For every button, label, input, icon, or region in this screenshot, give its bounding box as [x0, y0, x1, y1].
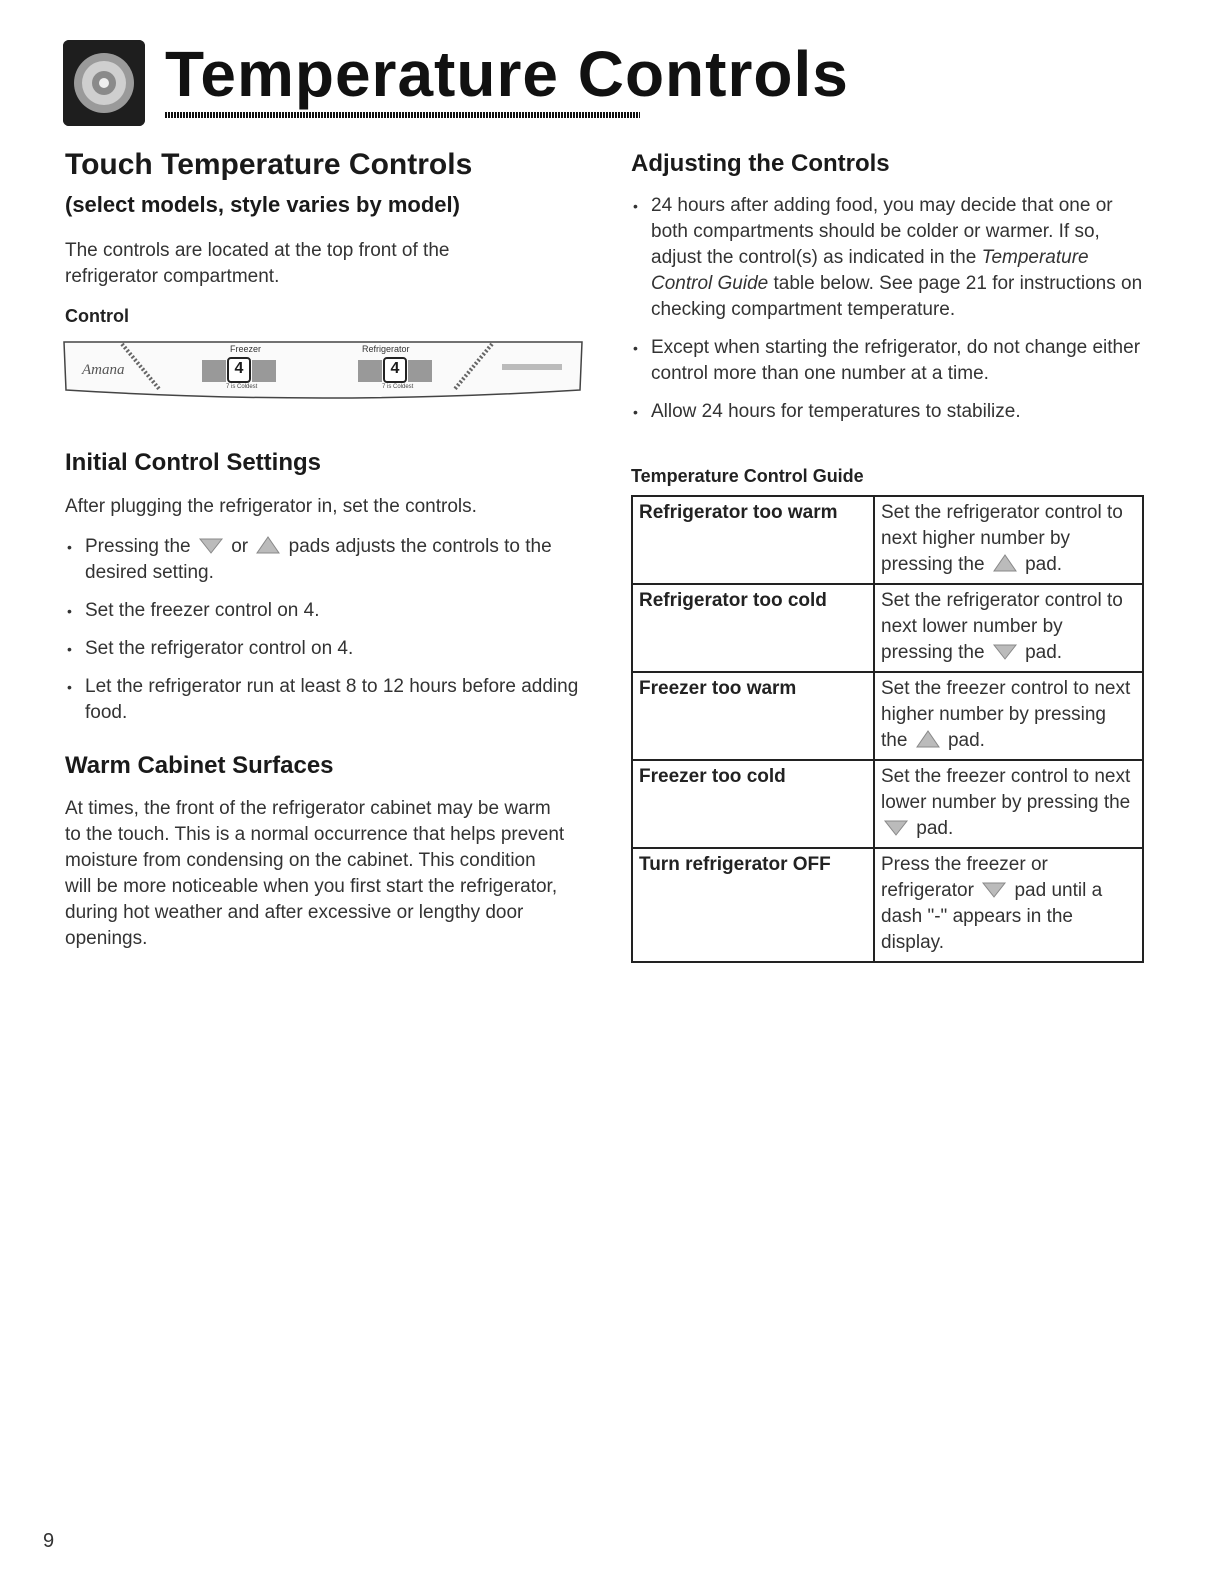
- warmer-pad-icon: [255, 535, 281, 555]
- warm-cabinet-heading: Warm Cabinet Surfaces: [65, 752, 334, 779]
- table-row: [632, 584, 1143, 672]
- condition-cell: Refrigerator too cold: [632, 584, 874, 672]
- condition-cell: Turn refrigerator OFF: [632, 848, 874, 962]
- touch-controls-heading: Touch Temperature Controls: [65, 148, 473, 181]
- control-panel-illustration: [62, 340, 584, 408]
- initial-settings-heading: Initial Control Settings: [65, 449, 321, 476]
- table-row: [632, 848, 1143, 962]
- brand-logo: Amana: [82, 362, 125, 378]
- warmer-pad-icon: [915, 729, 941, 749]
- table-row: [632, 672, 1143, 760]
- section-header-icon: [63, 40, 145, 126]
- action-cell: Set the refrigerator control to next lower number by pressing the pad.: [874, 584, 1143, 672]
- action-cell: Set the freezer control to next higher number by pressing the pad.: [874, 672, 1143, 760]
- colder-pad-icon: [198, 535, 224, 555]
- action-cell: Set the freezer control to next lower number by pressing the pad.: [874, 760, 1143, 848]
- touch-controls-subheading: (select models, style varies by model): [65, 192, 460, 217]
- table-row: [632, 496, 1143, 584]
- table-row: [632, 760, 1143, 848]
- guide-reference: Temperature Control Guide: [651, 247, 1089, 294]
- list-item: • Set the refrigerator control on 4.: [65, 636, 580, 662]
- colder-pad-icon: [883, 817, 909, 837]
- warm-cabinet-text: At times, the front of the refrigerator cabinet may be warm to the touch. This is a normal occurrence that helps prevent moisture from condensing on the cabinet. This condition will be more noticeable when you first start the refrigerator, during hot weather and after excessive or lengthy door openings.: [65, 798, 565, 949]
- list-item: • 24 hours after adding food, you may decide that one or both compartments should be colder or warmer. If so, adjust the control(s) as indicated in the Temperature Control Guide table below. See page 21 for instructions on checking compartment temperature.: [631, 193, 1146, 323]
- action-cell: Press the freezer or refrigerator pad until a dash "-" appears in the display.: [874, 848, 1143, 962]
- adjusting-list: [631, 193, 1146, 437]
- list-item: • Except when starting the refrigerator, do not change either control more than one number at a time.: [631, 335, 1146, 387]
- condition-cell: Freezer too warm: [632, 672, 874, 760]
- colder-pad-icon: [992, 641, 1018, 661]
- temperature-control-guide-table: [631, 495, 1144, 963]
- freezer-sublabel: 7 is Coldest: [226, 384, 258, 390]
- warmer-pad-icon: [992, 553, 1018, 573]
- refrigerator-display: 4: [390, 360, 400, 377]
- page-number: 9: [43, 1530, 55, 1552]
- adjusting-heading: Adjusting the Controls: [631, 150, 890, 177]
- colder-pad-icon: [981, 879, 1007, 899]
- action-cell: Set the refrigerator control to next higher number by pressing the pad.: [874, 496, 1143, 584]
- freezer-display: 4: [234, 360, 244, 377]
- control-label: Control: [65, 306, 129, 326]
- page-title: Temperature Controls: [165, 38, 849, 110]
- touch-controls-intro: The controls are located at the top front of the refrigerator compartment.: [65, 240, 450, 287]
- list-item: • Let the refrigerator run at least 8 to 12 hours before adding food.: [65, 674, 580, 726]
- title-underline: [165, 112, 640, 118]
- refrigerator-label: Refrigerator: [362, 344, 410, 354]
- initial-settings-list: [65, 534, 580, 738]
- refrigerator-sublabel: 7 is Coldest: [382, 384, 414, 390]
- guide-label: Temperature Control Guide: [631, 466, 864, 486]
- initial-settings-intro: After plugging the refrigerator in, set the controls.: [65, 496, 477, 517]
- list-item: • Allow 24 hours for temperatures to stabilize.: [631, 399, 1146, 425]
- condition-cell: Refrigerator too warm: [632, 496, 874, 584]
- list-item: • Pressing the or pads adjusts the controls to the desired setting.: [65, 534, 580, 586]
- freezer-label: Freezer: [230, 344, 262, 354]
- list-item: • Set the freezer control on 4.: [65, 598, 580, 624]
- condition-cell: Freezer too cold: [632, 760, 874, 848]
